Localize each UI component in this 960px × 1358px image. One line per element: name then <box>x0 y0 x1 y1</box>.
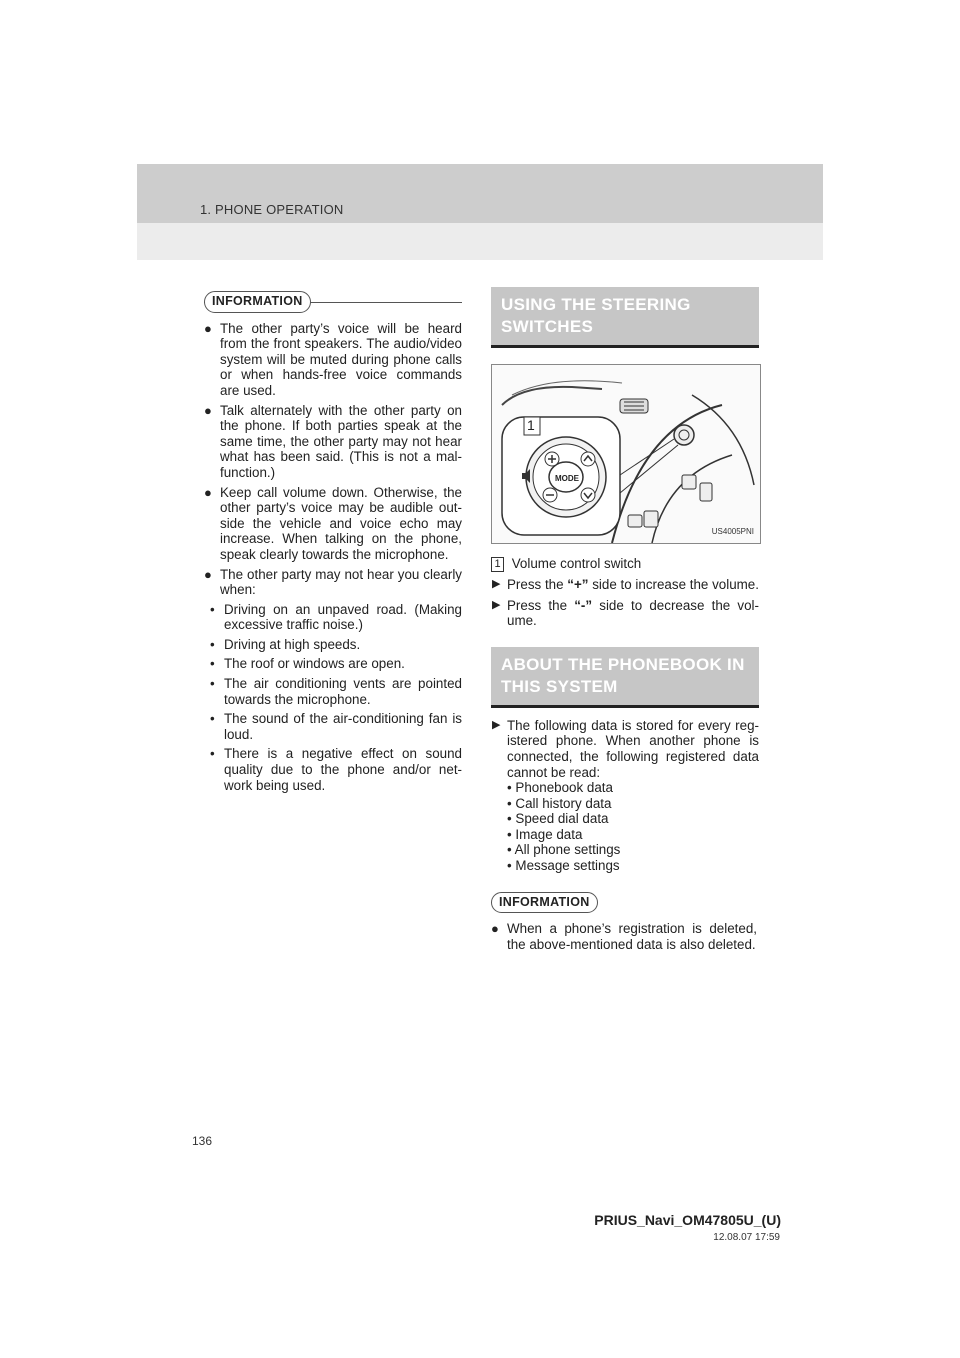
info-bullet: ● When a phone’s registration is deleted, the above-mentioned data is also deleted. <box>491 921 757 952</box>
sub-item: • Driving at high speeds. <box>210 636 361 652</box>
bullet-circle-icon: ● <box>204 484 212 500</box>
phonebook-item: • All phone settings <box>507 842 621 858</box>
steering-wheel-drawing <box>492 365 760 543</box>
arrow-bullet-icon: ▶ <box>492 577 501 590</box>
mode-button-label: MODE <box>555 474 579 483</box>
info-bullet: ● The other party may not hear you clearly when: <box>204 566 462 598</box>
figure-callout-number: 1 <box>527 417 535 433</box>
bullet-circle-icon: ● <box>491 921 499 937</box>
instruction-increase: ▶ Press the “+” side to increase the volume. <box>492 576 759 592</box>
chapter-title: 1. PHONE OPERATION <box>200 202 344 217</box>
document-timestamp: 12.08.07 17:59 <box>713 1232 780 1243</box>
page-number: 136 <box>192 1134 213 1148</box>
header-band <box>137 164 823 223</box>
sub-item: • There is a negative effect on sound quality due to the phone and/or net-work being used. <box>210 746 462 793</box>
left-column <box>204 291 462 797</box>
caption-number-box: 1 <box>491 557 504 572</box>
section-title-phonebook: ABOUT THE PHONEBOOK IN THIS SYSTEM <box>491 647 759 708</box>
phonebook-item: • Message settings <box>507 858 620 874</box>
phonebook-item: • Image data <box>507 826 583 842</box>
bullet-circle-icon: ● <box>204 402 212 418</box>
information-badge: INFORMATION <box>204 291 311 313</box>
bullet-circle-icon: ● <box>204 566 212 582</box>
bullet-circle-icon: ● <box>204 320 212 336</box>
arrow-bullet-icon: ▶ <box>492 718 501 731</box>
instruction-decrease: ▶ Press the “-” side to decrease the vol-ume. <box>492 597 759 629</box>
arrow-bullet-icon: ▶ <box>492 598 501 611</box>
sub-item: • The air conditioning vents are pointed towards the microphone. <box>210 676 462 707</box>
phonebook-intro: ▶ The following data is stored for every reg-istered phone. When another phone is connected, the following registered data cannot be read: <box>492 717 759 780</box>
steering-switch-illustration <box>491 364 761 544</box>
phonebook-item: • Phonebook data <box>507 780 613 796</box>
info-bullet: ● Keep call volume down. Otherwise, the other party’s voice may be audible out-side the vehicle and voice echo may increase. When talking on the phone, speak clearly towards the microphone. <box>204 484 462 562</box>
phonebook-item: • Call history data <box>507 795 612 811</box>
info-bullet: ● Talk alternately with the other party on the phone. If both parties speak at the same time, the other party may not hear what has been said. (This is not a mal-function.) <box>204 402 462 480</box>
information-header <box>204 291 462 313</box>
info-bullet: ● The other party’s voice will be heard from the front speakers. The audio/video system will be muted during phone calls or when hands-free voice commands are used. <box>204 320 462 398</box>
section-title-steering-switches: USING THE STEERING SWITCHES <box>491 287 759 348</box>
document-id: PRIUS_Navi_OM47805U_(U) <box>594 1212 781 1228</box>
page-header <box>137 164 823 260</box>
right-column <box>491 287 759 956</box>
sub-item: • Driving on an unpaved road. (Making excessive traffic noise.) <box>210 601 462 633</box>
figure-code: US4005PNI <box>711 527 754 537</box>
phonebook-item: • Speed dial data <box>507 811 609 827</box>
figure-caption: 1 Volume control switch <box>491 556 759 572</box>
information-badge: INFORMATION <box>491 892 598 914</box>
information-header <box>491 892 597 914</box>
sub-item: • The sound of the air-conditioning fan is loud. <box>210 711 462 742</box>
sub-item: • The roof or windows are open. <box>210 656 405 672</box>
